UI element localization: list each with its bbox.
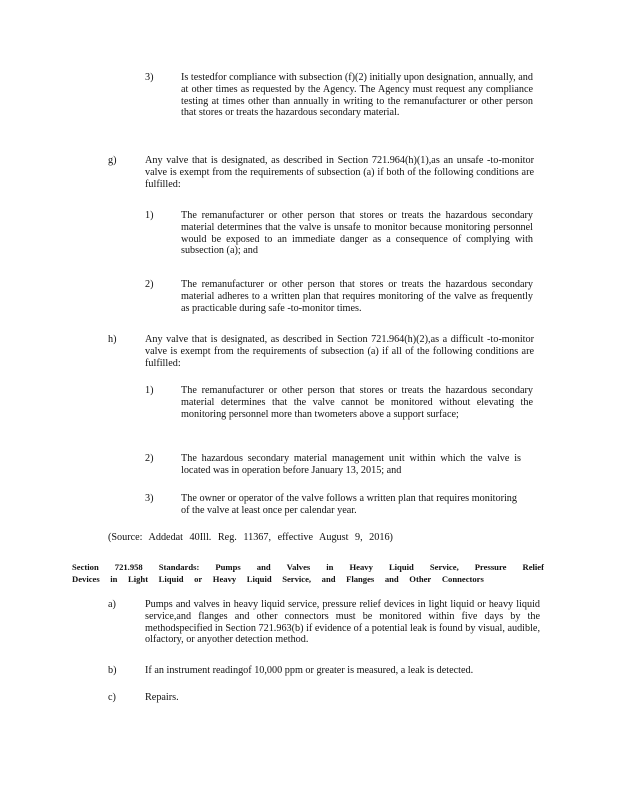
heading-word: Connectors [441, 574, 484, 584]
item-letter: a) [108, 599, 116, 610]
item-number: 1) [145, 385, 154, 396]
paragraph-h3: The owner or operator of the valve follows a written plan that requires monitoring of the valve at least once per calendar year. [181, 493, 517, 516]
heading-word: Valves [286, 562, 311, 572]
paragraph-h1: The remanufacturer or other person that stores or treats the hazardous secondary material determines that the valve cannot be monitored without elevating the monitoring personnel more than twometers above a support surface; [181, 385, 533, 420]
heading-word: and [256, 562, 271, 572]
paragraph-a: Pumps and valves in heavy liquid service, pressure relief devices in light liquid or heavy liquid service,and flanges and other connectors must be monitored within five days by the methodspecified in Section 721.963(b) if evidence of a potential leak is found by visual, audible, olfactory, or anyother detection method. [145, 599, 540, 646]
heading-word: Light [128, 574, 149, 584]
heading-word: and [321, 574, 336, 584]
source-note: (Source: Addedat 40Ill. Reg. 11367, effective August 9, 2016) [108, 532, 393, 543]
heading-word: 721.958 [114, 562, 143, 572]
heading-word: Heavy [212, 574, 237, 584]
heading-word: and [384, 574, 399, 584]
item-letter: c) [108, 692, 116, 703]
item-number: 3) [145, 72, 154, 83]
item-letter: h) [108, 334, 117, 345]
heading-word: Flanges [346, 574, 375, 584]
paragraph-f3: Is testedfor compliance with subsection (f)(2) initially upon designation, annually, and at other times as requested by the Agency. The Agency must request any compliance testing at times other than annually in writing to the remanufacturer or other person that stores or treats the hazardous secondary material. [181, 72, 533, 119]
heading-word: Liquid [158, 574, 184, 584]
item-number: 2) [145, 279, 154, 290]
paragraph-g: Any valve that is designated, as described in Section 721.964(h)(1),as an unsafe -to-monitor valve is exempt from the requirements of subsection (a) if both of the following conditions are fulfilled: [145, 155, 534, 190]
heading-word: Liquid [388, 562, 414, 572]
heading-word: in [326, 562, 334, 572]
item-number: 2) [145, 453, 154, 464]
paragraph-g1: The remanufacturer or other person that stores or treats the hazardous secondary material determines that the valve is unsafe to monitor because monitoring personnel would be exposed to an immediate danger as a consequence of complying with subsection (a); and [181, 210, 533, 257]
heading-word: Service, [282, 574, 312, 584]
heading-word: Service, [429, 562, 459, 572]
item-letter: g) [108, 155, 117, 166]
heading-word: Other [409, 574, 432, 584]
heading-word: in [110, 574, 118, 584]
heading-word: Devices [72, 574, 100, 584]
paragraph-g2: The remanufacturer or other person that stores or treats the hazardous secondary material adheres to a written plan that requires monitoring of the valve as frequently as practicable during safe -to-monitor times. [181, 279, 533, 314]
paragraph-b: If an instrument readingof 10,000 ppm or greater is measured, a leak is detected. [145, 665, 474, 676]
heading-word: Relief [522, 562, 544, 572]
paragraph-h: Any valve that is designated, as described in Section 721.964(h)(2),as a difficult -to-monitor valve is exempt from the requirements of subsection (a) if all of the following conditions are fulfilled: [145, 334, 534, 369]
heading-word: Pressure [474, 562, 507, 572]
heading-word: or [194, 574, 203, 584]
heading-word: Heavy [349, 562, 373, 572]
item-letter: b) [108, 665, 117, 676]
item-number: 1) [145, 210, 154, 221]
paragraph-c: Repairs. [145, 692, 179, 703]
item-number: 3) [145, 493, 154, 504]
paragraph-h2: The hazardous secondary material management unit within which the valve is located was in operation before January 13, 2015; and [181, 453, 521, 476]
heading-word: Standards: [158, 562, 200, 572]
heading-word: Liquid [246, 574, 272, 584]
heading-word: Section [72, 562, 99, 572]
section-heading [72, 561, 544, 585]
heading-word: Pumps [215, 562, 241, 572]
